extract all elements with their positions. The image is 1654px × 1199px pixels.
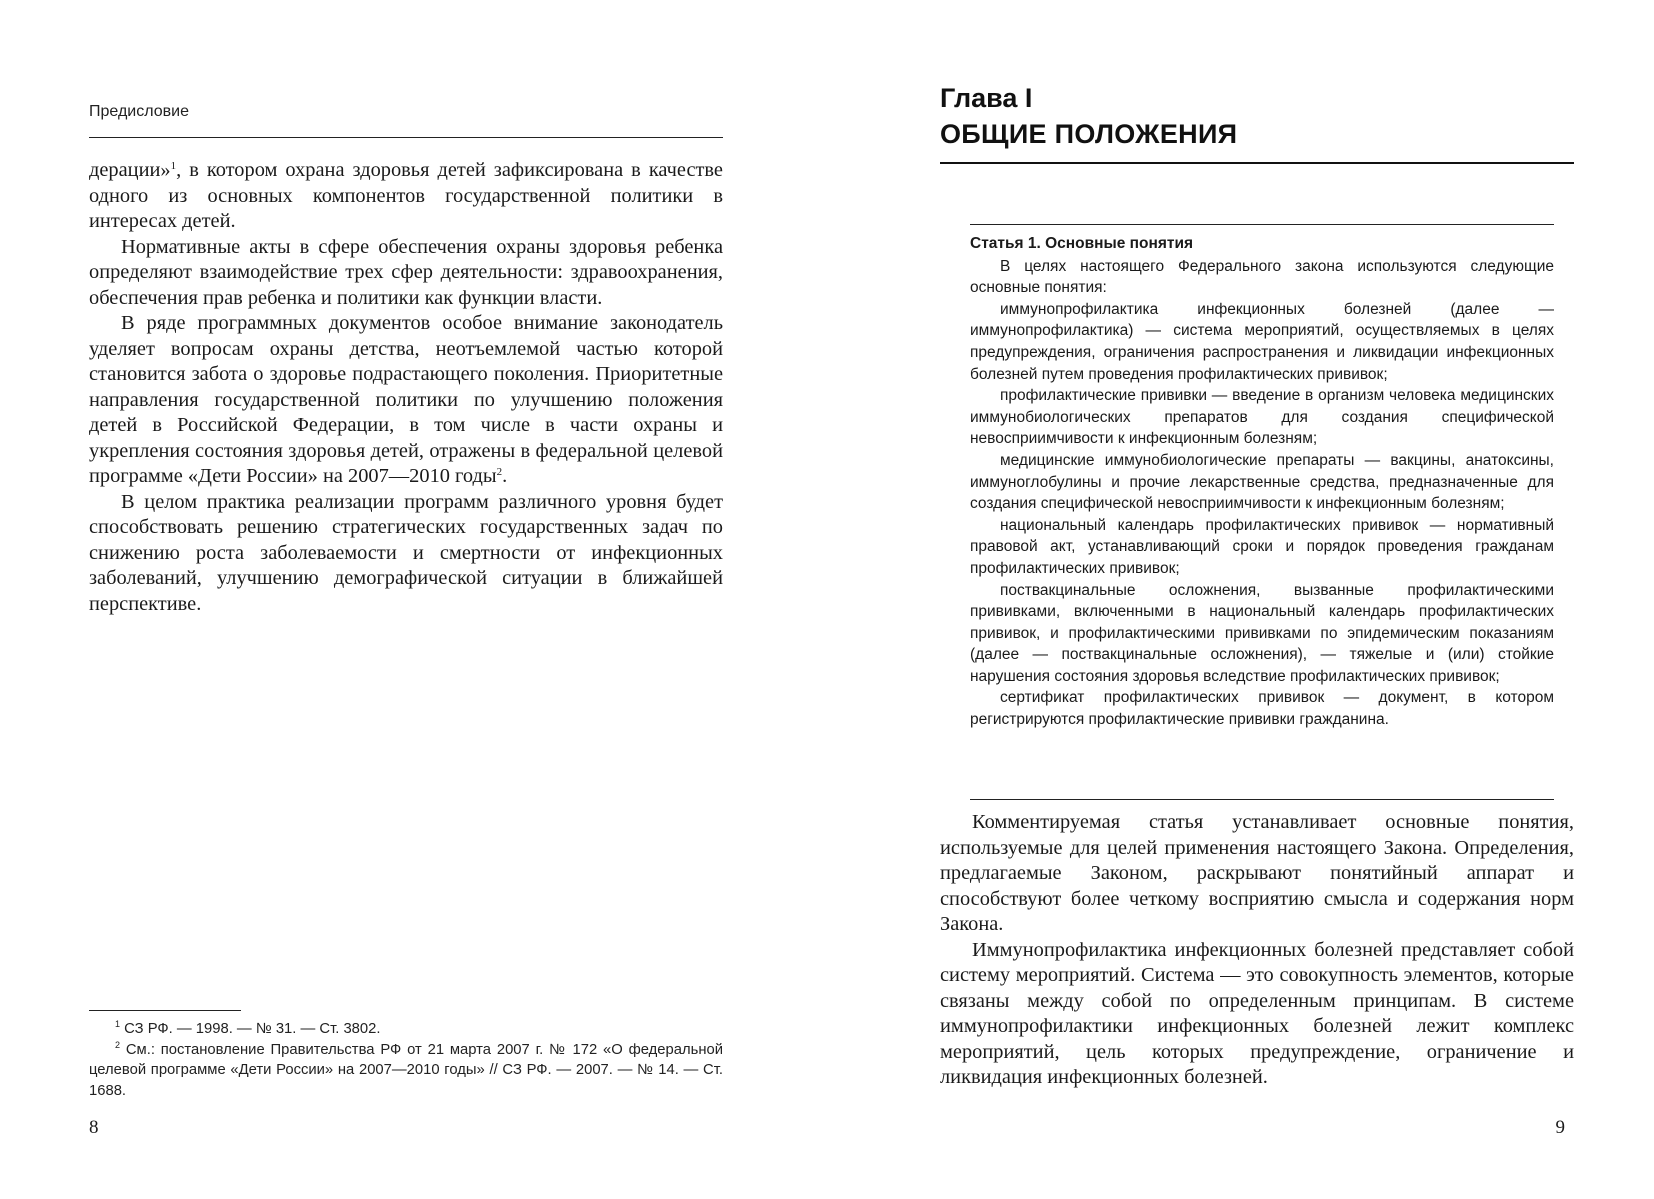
article-paragraph: медицинские иммунобиологические препараты — вакцины, анатоксины, иммуноглобулины и прочие лекарственные средства, предназначенные для создания специфической невосприимчивости к инфекционным болезням; — [970, 451, 1554, 513]
chapter-heading — [940, 80, 1237, 152]
page-number: 9 — [1555, 1117, 1565, 1138]
article-box — [970, 233, 1554, 731]
footnote: $^2$ См.: постановление Правительства РФ от 21 марта 2007 г. № 172 «О федеральной целевой программе «Дети России» на 2007—2010 годы» // СЗ РФ. — 2007. — № 14. — Ст. 1688. — [89, 1039, 723, 1099]
footnote-ref[interactable]: 2 — [496, 466, 503, 478]
article-paragraph: профилактические прививки — введение в организм человека медицинских иммунобиологических препаратов для создания специфической невосприимчивости к инфекционным болезням; — [970, 387, 1554, 448]
article-paragraph: поствакцинальные осложнения, вызванные профилактическими прививками, включенными в национальный календарь профилактических прививок, и профилактическими прививками по эпидемическим показаниям (далее — поствакцинальные осложнения), — тяжелые и (или) стойкие нарушения состояния здоровья вследствие профилактических прививок; — [970, 581, 1554, 685]
article-paragraph: иммунопрофилактика инфекционных болезней (далее — иммунопрофилактика) — система мероприятий, осуществляемых в целях предупреждения, ограничения распространения и ликвидации инфекционных болезней путем проведения профилактических прививок; — [970, 300, 1554, 383]
right-page — [827, 0, 1654, 1199]
article-title: Статья 1. Основные понятия — [970, 235, 1194, 252]
paragraph: В целом практика реализации программ различного уровня будет способствовать решению стратегических государственных задач по снижению роста заболеваемости и смертности от инфекционных заболеваний, улучшению демографической ситуации в ближайшей перспективе. — [89, 490, 723, 615]
right-body-text — [940, 810, 1574, 1091]
paragraph: Иммунопрофилактика инфекционных болезней представляет собой систему мероприятий. Система — это совокупность элементов, которые связаны между собой по определенным принципам. В системе иммунопрофилактики инфекционных болезней лежит комплекс мероприятий, цель которых предупреждение, ограничение и ликвидация инфекционных болезней. — [940, 938, 1574, 1088]
paragraph: Нормативные акты в сфере обеспечения охраны здоровья ребенка определяют взаимодействие трех сфер деятельности: здравоохранения, обеспечения прав ребенка и политики как функции власти. — [89, 235, 723, 309]
article-paragraph: В целях настоящего Федерального закона используются следующие основные понятия: — [970, 257, 1554, 297]
footnote-separator — [89, 1010, 241, 1011]
article-rule-top — [970, 224, 1554, 225]
paragraph: дерации»$^1$, в котором охрана здоровья детей зафиксирована в качестве одного из основных компонентов государственной политики в интересах детей. — [89, 159, 723, 232]
paragraph: Комментируемая статья устанавливает основные понятия, используемые для целей применения настоящего Закона. Определения, предлагаемые Законом, раскрывают понятийный аппарат и способствуют более четкому восприятию смысла и содержания норм Закона. — [940, 811, 1574, 935]
chapter-rule — [940, 162, 1574, 164]
article-paragraph: сертификат профилактических прививок — документ, в котором регистрируются профилактические прививки гражданина. — [970, 689, 1554, 729]
footnote-ref[interactable]: 1 — [170, 160, 177, 172]
article-paragraph: национальный календарь профилактических прививок — нормативный правовой акт, устанавливающий сроки и порядок проведения гражданам профилактических прививок; — [970, 516, 1554, 577]
footnotes — [89, 1019, 723, 1101]
chapter-label: Глава I — [940, 83, 1033, 113]
running-head: Предисловие — [89, 103, 189, 120]
left-body-text — [89, 158, 723, 617]
footnote: $^1$ СЗ РФ. — 1998. — № 31. — Ст. 3802. — [115, 1019, 381, 1037]
running-head-rule — [89, 137, 723, 138]
chapter-title: ОБЩИЕ ПОЛОЖЕНИЯ — [940, 119, 1238, 149]
page-number: 8 — [89, 1117, 99, 1138]
paragraph: В ряде программных документов особое внимание законодатель уделяет вопросам охраны детства, неотъемлемой частью которой становится забота о здоровье подрастающего поколения. Приоритетные направления государственной политики по улучшению положения детей в Российской Федерации, в том числе в части охраны и укрепления состояния здоровья детей, отражены в федеральной целевой программе «Дети России» на 2007—2010 годы$^2$. — [89, 312, 723, 487]
article-rule-bottom — [970, 799, 1554, 800]
